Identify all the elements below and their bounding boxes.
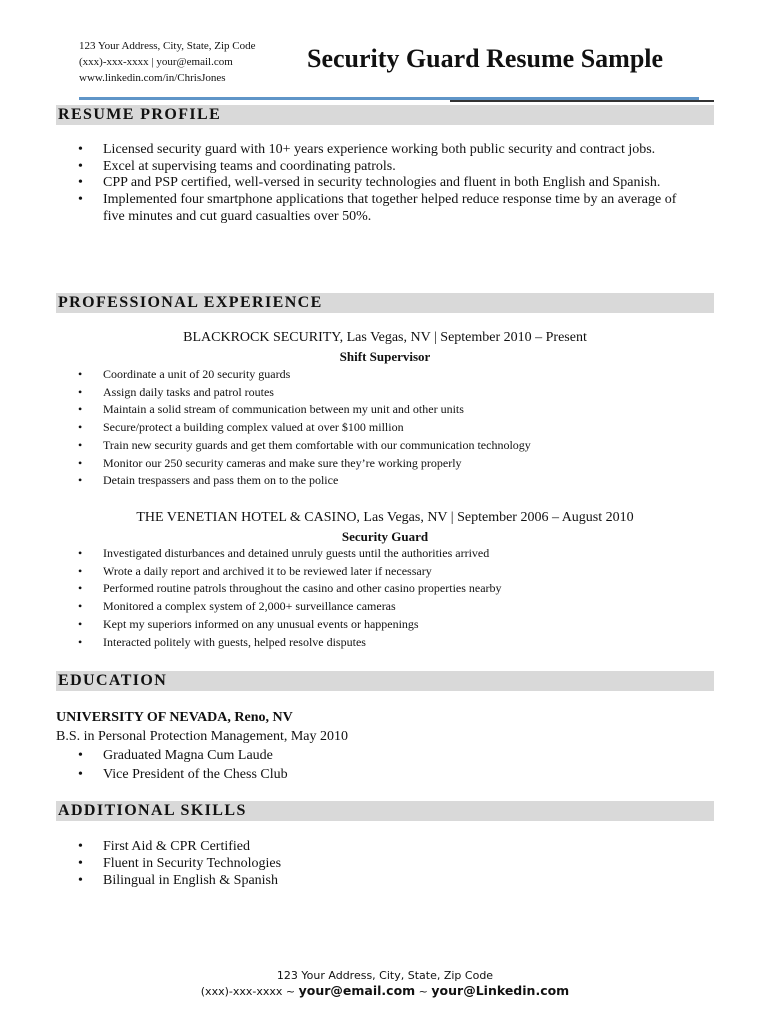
- list-item: • Maintain a solid stream of communication between my unit and other units: [56, 401, 696, 419]
- list-item: • Fluent in Security Technologies: [56, 855, 696, 872]
- list-item: • Graduated Magna Cum Laude: [56, 746, 696, 765]
- footer-address: 123 Your Address, City, State, Zip Code: [276, 969, 494, 982]
- job-header: [56, 508, 714, 546]
- list-item: • Investigated disturbances and detained unruly guests until the authorities arrived: [56, 545, 696, 563]
- contact-block: [79, 38, 289, 86]
- list-item: • Coordinate a unit of 20 security guards: [56, 366, 696, 384]
- job-duties-list: [56, 366, 696, 490]
- list-item: • Implemented four smartphone applications that together helped reduce response time by an average of five minutes and cut guard casualties over 50%.: [56, 192, 696, 225]
- list-item: • Monitor our 250 security cameras and make sure they’re working properly: [56, 455, 696, 473]
- education-block: [56, 708, 696, 784]
- contact-address: 123 Your Address, City, State, Zip Code: [79, 40, 256, 52]
- list-item: • Assign daily tasks and patrol routes: [56, 384, 696, 402]
- footer-email: your@email.com: [298, 983, 416, 998]
- list-item: • CPP and PSP certified, well-versed in security technologies and fluent in both English and Spanish.: [56, 175, 696, 192]
- list-item: • Secure/protect a building complex valued at over $100 million: [56, 419, 696, 437]
- list-item: • Detain trespassers and pass them on to the police: [56, 472, 696, 490]
- footer-contact-line: [0, 983, 770, 999]
- job-duties-list: [56, 545, 696, 651]
- job-role: Security Guard: [341, 529, 429, 544]
- education-school: UNIVERSITY OF NEVADA, Reno, NV: [56, 710, 293, 725]
- contact-linkedin: www.linkedin.com/in/ChrisJones: [79, 72, 226, 84]
- list-item: • Excel at supervising teams and coordinating patrols.: [56, 159, 696, 176]
- list-item: • Interacted politely with guests, helped resolve disputes: [56, 634, 696, 652]
- skills-list: [56, 838, 696, 889]
- list-item: • First Aid & CPR Certified: [56, 838, 696, 855]
- job-role: Shift Supervisor: [339, 349, 431, 364]
- contact-phone-email: (xxx)-xxx-xxxx | your@email.com: [79, 56, 233, 68]
- education-degree: B.S. in Personal Protection Management, May 2010: [56, 729, 349, 744]
- list-item: • Licensed security guard with 10+ years experience working both public security and contract jobs.: [56, 142, 696, 159]
- footer-phone: (xxx)-xxx-xxxx ~: [200, 985, 299, 998]
- profile-list: [56, 142, 696, 226]
- job-employer-line: BLACKROCK SECURITY, Las Vegas, NV | September 2010 – Present: [183, 330, 587, 345]
- section-heading-profile: RESUME PROFILE: [56, 105, 714, 125]
- page-footer: [0, 968, 770, 999]
- section-heading-experience: PROFESSIONAL EXPERIENCE: [56, 293, 714, 313]
- list-item: • Kept my superiors informed on any unusual events or happenings: [56, 616, 696, 634]
- section-heading-skills: ADDITIONAL SKILLS: [56, 801, 714, 821]
- job-header: [56, 328, 714, 366]
- list-item: • Vice President of the Chess Club: [56, 765, 696, 784]
- footer-linkedin: your@Linkedin.com: [431, 983, 570, 998]
- list-item: • Wrote a daily report and archived it to be reviewed later if necessary: [56, 563, 696, 581]
- footer-separator: ~: [415, 985, 432, 998]
- list-item: • Bilingual in English & Spanish: [56, 872, 696, 889]
- list-item: • Train new security guards and get them comfortable with our communication technology: [56, 437, 696, 455]
- list-item: • Performed routine patrols throughout the casino and other casino properties nearby: [56, 580, 696, 598]
- section-heading-education: EDUCATION: [56, 671, 714, 691]
- education-list: [56, 746, 696, 784]
- header-divider-dark: [450, 100, 714, 102]
- list-item: • Monitored a complex system of 2,000+ surveillance cameras: [56, 598, 696, 616]
- job-employer-line: THE VENETIAN HOTEL & CASINO, Las Vegas, NV | September 2006 – August 2010: [136, 510, 634, 525]
- page-title: Security Guard Resume Sample: [307, 44, 664, 73]
